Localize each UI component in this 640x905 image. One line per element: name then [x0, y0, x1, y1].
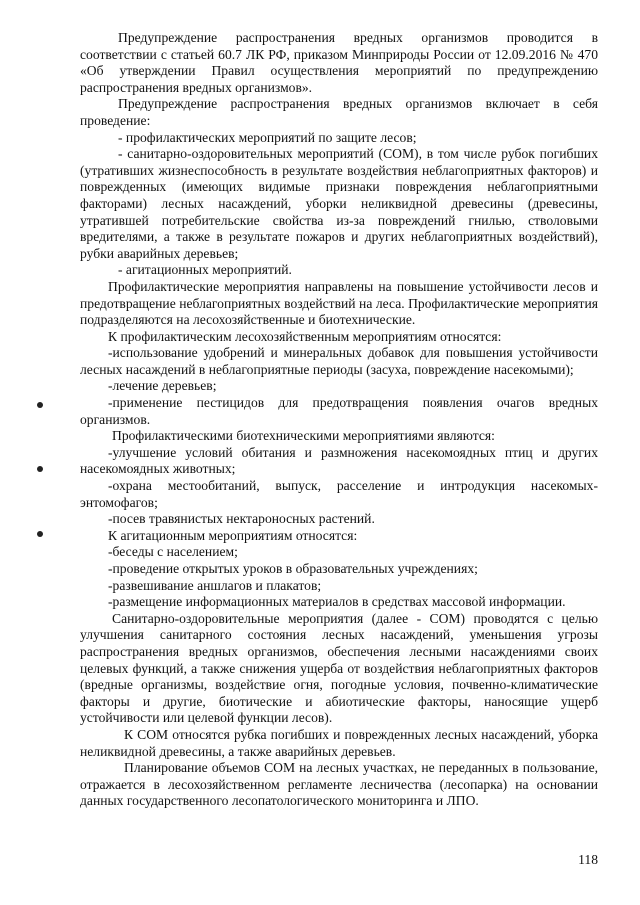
binding-hole-mark [37, 531, 43, 537]
list-item: -беседы с населением; [108, 544, 238, 560]
list-item: -лечение деревьев; [108, 378, 217, 394]
document-body [80, 30, 598, 810]
binding-hole-mark [37, 402, 43, 408]
paragraph: Санитарно-оздоровительные мероприятия (далее - СОМ) проводятся с целью улучшения санитарного состояния лесных насаждений, уменьшения угрозы распространения вредных организмов, обеспечения лесными насаждениями своих целевых функций, а также снижения ущерба от воздействия неблагоприятных факторов (вредные организмы, воздействие огня, погодные условия, почвенно-климатические факторы и другие, биотические и абиотические факторы, наносящие ущерб устойчивости или целевой функции лесов). [80, 610, 598, 726]
paragraph: Предупреждение распространения вредных организмов включает в себя проведение: [80, 96, 598, 128]
paragraph: Планирование объемов СОМ на лесных участках, не переданных в пользование, отражается в лесохозяйственном регламенте лесничества (лесопарка) на основании данных государственного лесопатологического мониторинга и ЛПО. [80, 760, 598, 809]
paragraph: К профилактическим лесохозяйственным мероприятиям относятся: [108, 328, 502, 344]
paragraph: К СОМ относятся рубка погибших и поврежденных лесных насаждений, уборка неликвидной древесины, а также аварийных деревьев. [80, 726, 598, 759]
paragraph: Профилактические мероприятия направлены на повышение устойчивости лесов и предотвращение неблагоприятных воздействий на леса. Профилактические мероприятия подразделяются на лесохозяйственные и биотехнические. [80, 278, 598, 328]
list-item: -использование удобрений и минеральных добавок для повышения устойчивости лесных насаждений в неблагоприятные периоды (засуха, повреждение насекомыми); [80, 345, 598, 377]
list-item: - агитационных мероприятий. [118, 262, 292, 278]
list-item: - санитарно-оздоровительных мероприятий (СОМ), в том числе рубок погибших (утративших жизнеспособность в результате воздействия неблагоприятных факторов) и поврежденных (имеющих видимые признаки повреждения неблагоприятными факторами) лесных насаждений, уборки неликвидной древесины (древесины, утратившей потребительские свойства из-за повреждений гнилью, стволовыми вредителями, а также в результате пожаров и других неблагоприятных воздействий), рубки аварийных деревьев; [80, 146, 598, 261]
list-item: -улучшение условий обитания и размножения насекомоядных птиц и других насекомоядных животных; [80, 444, 598, 477]
list-item: - профилактических мероприятий по защите лесов; [118, 129, 417, 145]
paragraph: Профилактическими биотехническими мероприятиями являются: [112, 428, 495, 444]
list-item: -посев травянистых нектароносных растений. [108, 511, 375, 527]
list-item: -развешивание аншлагов и плакатов; [108, 577, 322, 593]
list-item: -применение пестицидов для предотвращения появления очагов вредных организмов. [80, 395, 598, 427]
list-item: -охрана местообитаний, выпуск, расселение и интродукция насекомых-энтомофагов; [80, 478, 598, 510]
list-item: -размещение информационных материалов в средствах массовой информации. [108, 594, 566, 610]
list-item: -проведение открытых уроков в образовательных учреждениях; [108, 561, 478, 576]
paragraph: К агитационным мероприятиям относятся: [108, 527, 358, 543]
binding-hole-mark [37, 466, 43, 472]
paragraph: Предупреждение распространения вредных организмов проводится в соответствии с статьей 60.7 ЛК РФ, приказом Минприроды России от 12.09.2016 № 470 «Об утверждении Правил осуществления мероприятий по предупреждению распространения вредных организмов». [80, 30, 598, 95]
page-number: 118 [578, 852, 598, 867]
